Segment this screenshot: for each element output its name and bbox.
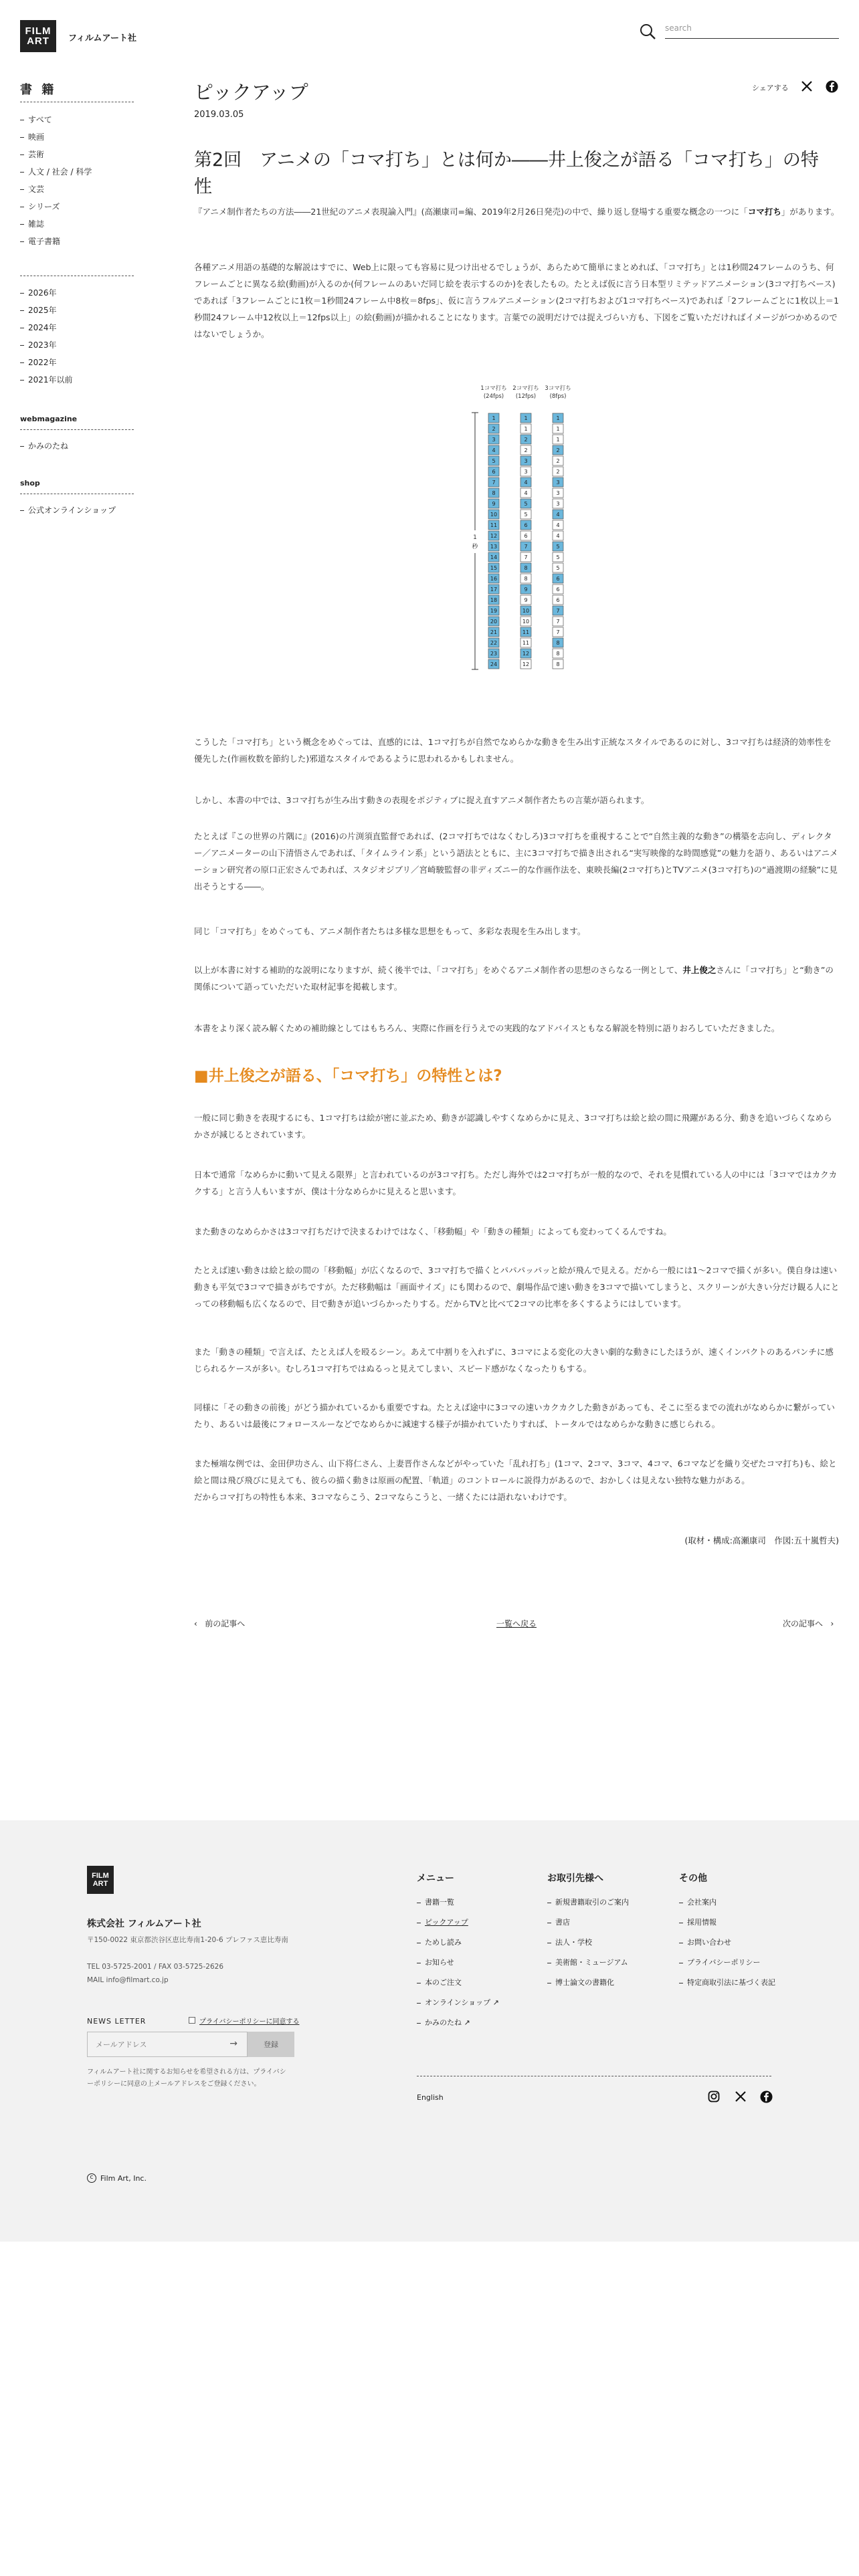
newsletter-label: NEWS LETTER [87,2017,147,2026]
copyright-text: Film Art, Inc. [100,2173,147,2183]
footer-logo[interactable] [87,1866,114,1894]
frame-number: 7 [524,544,528,550]
frame-number: 2 [556,447,560,453]
frame-number: 5 [524,512,528,518]
frame-number: 4 [524,479,528,486]
paragraph: 同様に「その動きの前後」がどう描かれているかも重要ですね。たとえば途中に3コマの速いカクカクした動きがあっても、そこに至るまでの流れがなめらかに繋がっていたり、あるいは最後にフォロースルーなどでなめらかに減速する様子が描かれていたりすれば、トータルではなめらかな動きに感じられる。 [194,1402,835,1429]
text: 」があります。 [781,207,840,217]
company-tel: TEL 03-5725-2001 / FAX 03-5725-2626 [87,1963,224,1971]
text: さんに「コマ打ち」と“動き”の関係について語っていただいた取材記事を掲載します。 [194,965,834,992]
frame-number: 12 [490,533,498,539]
site-name[interactable]: フィルムアート社 [68,33,137,43]
paragraph: こうした「コマ打ち」という概念をめぐっては、直感的には、1コマ打ちが自然でなめらかな動きを生み出す正統なスタイルであるのに対し、3コマ打ちは経済的効率性を優先した(作画枚数を節約した)邪道なスタイルであるように思われるかもしれません。 [194,737,832,764]
sidebar-item-literature[interactable]: 文芸 [20,181,92,198]
sidebar-webmagazine-heading: webmagazine [20,415,78,423]
frame-number: 2 [524,447,528,453]
frame-number: 7 [556,629,560,635]
footer-menu-heading: メニュー [417,1873,454,1884]
article-title: 第2回 アニメの「コマ打ち」とは何か――井上俊之が語る「コマ打ち」の特性 [194,150,819,197]
frame-number: 11 [490,522,498,528]
newsletter-email-box [87,2032,248,2057]
paragraph: また極端な例では、金田伊功さん、山下将仁さん、上妻晋作さんなどがやっていた「乱れ打ち」(1コマ、2コマ、3コマ、4コマ、6コマなどを織り交ぜたコマ打ち)も、絵と絵と間は飛び飛びに見えても、彼らの描く動きは原画の配置、「軌道」のコントロールに説得力があるので、おかしくは見えない独特な魅力がある。 [194,1459,837,1485]
frame-number: 12 [522,661,530,667]
logo-line-2: ART [92,1880,108,1888]
frame-number: 17 [490,586,498,593]
company-address: 〒150-0022 東京都渋谷区恵比寿南1-20-6 プレファス恵比寿南 [87,1936,288,1944]
frame-number: 20 [490,619,498,625]
prev-article-link[interactable] [194,1618,245,1629]
back-to-list-link[interactable]: 一覧へ戻る [496,1619,537,1628]
frame-number: 5 [556,554,560,560]
frame-number: 9 [524,586,528,593]
paragraph: 一般に同じ動きを表現するにも、1コマ打ちは絵が密に並ぶため、動きが認識しやすくなめらかに見え、3コマ打ちは絵と絵の間に飛躍がある分、動きを追いづらくなめらかさが減じるとされています。 [194,1113,832,1140]
frame-number: 9 [492,501,496,507]
prev-label: 前の記事へ [205,1619,246,1628]
sidebar-item-film[interactable]: 映画 [20,128,92,146]
search-input[interactable] [665,20,839,39]
frame-number: 8 [524,576,528,582]
paragraph: 各種アニメ用語の基礎的な解説はすでに、Web上に限っても容易に見つけ出せるでしょうが、あらためて簡単にまとめれば、「コマ打ち」とは1秒間24フレームのうち、何フレームごとに異なる絵(動画)が入るのか(何フレームのあいだ同じ絵を表示するのか)を表したもの。たとえば仮に言う日本型リミテッドアニメーション(3コマ打ちベース)であれば「3フレームごとに1枚＝1秒間24フレーム中8枚＝8fps」、仮に言うフルアニメーション(2コマ打ちおよび1コマ打ちベース)であれば「2フレームごとに1枚以上＝1秒間24フレーム中12枚以上＝12fps以上」の絵(動画)が描かれることになります。言葉での説明だけでは捉えづらい方も、下図をご覧いただければイメージがつかめるのではないでしょうか。 [194,262,840,339]
frame-number: 8 [524,565,528,571]
text: 『アニメ制作者たちの方法――21世紀のアニメ表現論入門』(高瀬康司=編、2019年2月26日発売)の中で、繰り返し登場する重要な概念の一つに「 [194,207,748,217]
sidebar-item-all[interactable]: すべて [20,111,92,128]
frame-number: 23 [490,651,498,657]
footer-partners-heading: お取引先様へ [547,1873,603,1884]
footer-link-recruit[interactable]: 採用情報 [679,1913,775,1933]
privacy-agree-label[interactable]: プライバシーポリシーに同意する [199,2018,300,2026]
article-credit: (取材・構成:高瀬康司 作図:五十嵐哲夫) [684,1535,839,1545]
company-name: 株式会社 フィルムアート社 [87,1919,201,1929]
copyright [87,2173,147,2183]
paragraph: また動きのなめらかさは3コマ打ちだけで決まるわけではなく、「移動幅」や「動きの種類」によっても変わってくるんですね。 [194,1226,672,1237]
frame-number: 2 [492,426,496,432]
share-label: シェアする [752,84,789,92]
sidebar-item-series[interactable]: シリーズ [20,198,92,215]
frame-number: 4 [524,490,528,496]
frame-number: 6 [556,597,560,603]
facebook-share-icon[interactable] [826,80,838,93]
sidebar-item-2021-earlier[interactable]: 2021年以前 [20,371,73,389]
company-mail: MAIL info@filmart.co.jp [87,1976,169,1984]
frame-number: 21 [490,629,498,635]
frame-timing-diagram [468,385,582,685]
sidebar-webmagazine-list [20,437,68,455]
paragraph [194,203,840,220]
arrow-right-icon: → [229,2038,237,2049]
next-article-link[interactable] [783,1618,834,1629]
paragraph: だからコマ打ちの特性も本来、3コマならこう、2コマならこうと、一緒くたには語れないわけです。 [194,1492,572,1502]
sidebar-item-2026[interactable]: 2026年 [20,284,73,302]
footer-menu-list [417,1893,499,2033]
paragraph [194,962,840,995]
frame-number: 6 [524,533,528,539]
frame-number: 11 [522,640,530,646]
frame-number: 22 [490,640,498,646]
sidebar-item-2025[interactable]: 2025年 [20,302,73,319]
footer-other-list [679,1893,775,1993]
divider [20,429,134,430]
sidebar-item-magazine[interactable]: 雑誌 [20,215,92,233]
sidebar-years-list [20,284,73,389]
frame-number: 7 [556,608,560,614]
frame-number: 6 [524,522,528,528]
frame-number: 4 [556,522,560,528]
footer-link-sample[interactable]: ためし読み [417,1933,499,1953]
side-label: 1 [473,534,477,541]
facebook-icon[interactable] [760,2090,773,2103]
frame-number: 10 [490,512,498,518]
sidebar-books-list [20,111,92,250]
frame-number: 9 [524,597,528,603]
frame-number: 12 [522,651,530,657]
frame-number: 3 [492,437,496,443]
frame-number: 16 [490,576,498,582]
column-label: 2コマ打ち [512,385,539,392]
sidebar-shop-list [20,502,116,519]
frame-number: 2 [556,469,560,475]
frame-number: 1 [556,415,560,421]
frame-number: 7 [524,554,528,560]
footer-link-corporate[interactable]: 法人・学校 [547,1933,629,1953]
footer-partners-list [547,1893,629,1993]
footer-link-online-shop[interactable]: オンラインショップ ↗ [417,1993,499,2013]
frame-number: 8 [556,661,560,667]
logo-line-2: ART [27,35,50,47]
copyright-icon: c [87,2173,96,2183]
frame-number: 1 [492,415,496,421]
footer-link-bookstore[interactable]: 書店 [547,1913,629,1933]
footer-link-contact[interactable]: お問い合わせ [679,1933,775,1953]
frame-number: 5 [492,458,496,464]
search-icon[interactable] [639,23,656,40]
paragraph: また「動きの種類」で言えば、たとえば人を殴るシーン。あえて中割りを入れずに、3コマによる変化の大きい劇的な動きにしたほうが、速くインパクトのあるパンチに感じられるケースが多い。むしろ1コマ打ちではぬるっと見えてしまい、スピード感がなくなったりもする。 [194,1347,834,1374]
frame-number: 5 [556,565,560,571]
footer-link-news[interactable]: お知らせ [417,1953,499,1973]
frame-number: 7 [556,619,560,625]
chevron-right-icon: › [830,1619,834,1628]
newsletter-submit-button[interactable]: 登録 [248,2032,294,2057]
x-share-icon[interactable] [801,80,813,92]
frame-number: 1 [524,415,528,421]
instagram-icon[interactable] [708,2090,720,2103]
column-label: (24fps) [483,393,504,400]
frame-number: 7 [492,479,496,486]
footer-other-heading: その他 [679,1873,707,1884]
frame-number: 6 [556,586,560,593]
sidebar-item-online-shop[interactable]: 公式オンラインショップ [20,502,116,519]
footer-link-kaminotane[interactable]: かみのたね ↗ [417,2013,499,2033]
frame-number: 2 [524,437,528,443]
next-label: 次の記事へ [783,1619,824,1628]
newsletter-note: フィルムアート社に関するお知らせを希望される方は、プライバシーポリシーに同意の上メールアドレスをご登録ください。 [87,2068,286,2088]
footer-link-company[interactable]: 会社案内 [679,1893,775,1913]
text: 以上が本書に対する補助的な説明になりますが、続く後半では、「コマ打ち」をめぐるアニメ制作者の思想のさらなる一例として、 [194,965,683,975]
frame-number: 4 [492,447,496,453]
sidebar-item-2022[interactable]: 2022年 [20,354,73,371]
frame-number: 2 [556,458,560,464]
footer-link-thesis[interactable]: 博士論文の書籍化 [547,1973,629,1993]
privacy-checkbox[interactable] [189,2017,195,2024]
column-label: (12fps) [515,393,537,400]
frame-number: 8 [492,490,496,496]
footer-link-privacy[interactable]: プライバシーポリシー [679,1953,775,1973]
frame-number: 10 [522,608,530,614]
emphasis: 井上俊之 [682,965,717,975]
paragraph: しかし、本書の中では、3コマ打ちが生み出す動きの表現をポジティブに捉え直すアニメ制作者たちの言葉が語られます。 [194,795,650,805]
footer-link-pickup[interactable]: ピックアップ [417,1913,499,1933]
frame-number: 5 [524,501,528,507]
frame-number: 18 [490,597,498,603]
column-label: (8fps) [549,393,567,400]
sidebar-item-ebook[interactable]: 電子書籍 [20,233,92,250]
sidebar-item-2024[interactable]: 2024年 [20,319,73,336]
chevron-left-icon: ‹ [194,1619,197,1628]
sidebar-item-humanities[interactable]: 人文 / 社会 / 科学 [20,163,92,181]
frame-number: 3 [556,479,560,486]
frame-number: 14 [490,554,498,560]
frame-number: 6 [556,576,560,582]
frame-number: 8 [556,640,560,646]
frame-number: 24 [490,661,498,667]
frame-number: 8 [556,651,560,657]
footer-link-museum[interactable]: 美術館・ミュージアム [547,1953,629,1973]
paragraph: 日本で通常「なめらかに動いて見える限界」と言われているのが3コマ打ち。ただし海外では2コマ打ちが一般的なので、それを見慣れている人の中には「3コマではカクカクする」と言う人もいますが、僕は十分なめらかに見えると思います。 [194,1170,838,1196]
frame-number: 1 [524,426,528,432]
frame-number: 5 [556,544,560,550]
footer-link-new-trade[interactable]: 新規書籍取引のご案内 [547,1893,629,1913]
frame-number: 4 [556,533,560,539]
footer-link-order[interactable]: 本のご注文 [417,1973,499,1993]
paragraph: たとえば『この世界の片隅に』(2016)の片渕須直監督であれば、(2コマ打ちではなくむしろ)3コマ打ちを重視することで“自然主義的な動き”の構築を志向し、ディレクター／アニメーターの山下清悟さんであれば、「タイムライン系」という語法とともに、主に3コマ打ちで描き出される“実写映像的な時間感覚”の魅力を語り、あるいはアニメーション研究者の原口正宏さんであれば、スタジオジブリ／宮崎駿監督の非ディズニー的な作画作法を、東映長編(2コマ打ち)とTVアニメ(3コマ打ち)の“過渡期の経験”に見出そうとする――。 [194,831,838,891]
frame-number: 6 [492,469,496,475]
logo-line-1: FILM [25,25,52,37]
footer-link-books[interactable]: 書籍一覧 [417,1893,499,1913]
sidebar-item-kaminotane[interactable]: かみのたね [20,437,68,455]
sidebar-item-2023[interactable]: 2023年 [20,336,73,354]
side-label: 秒 [472,544,478,550]
page-title: ピックアップ [194,81,308,104]
frame-number: 4 [556,512,560,518]
frame-number: 1 [556,426,560,432]
sidebar-item-art[interactable]: 芸術 [20,146,92,163]
logo-line-1: FILM [92,1872,109,1880]
x-icon[interactable] [735,2090,747,2103]
section-heading: ■井上俊之が語る、「コマ打ち」の特性とは? [194,1067,502,1085]
frame-number: 15 [490,565,498,571]
frame-number: 13 [490,544,498,550]
newsletter-email-input[interactable] [88,2032,215,2056]
frame-number: 19 [490,608,498,614]
sidebar-shop-heading: shop [20,479,40,488]
frame-number: 3 [556,490,560,496]
sidebar-books-heading: 書 籍 [20,83,57,97]
frame-number: 3 [524,458,528,464]
column-label: 3コマ打ち [545,385,571,392]
frame-number: 3 [556,501,560,507]
site-logo[interactable] [20,20,56,52]
paragraph: 同じ「コマ打ち」をめぐっても、アニメ制作者たちは多様な思想をもって、多彩な表現を生み出します。 [194,926,586,936]
paragraph: たとえば速い動きは絵と絵の間の「移動幅」が広くなるので、3コマ打ちで描くとパパパッパッと絵が飛んで見える。だから一般には1〜2コマで描くが多い。僕自身は速い動きも平気で3コマで描きがちですが。ただ移動幅は「画面サイズ」にも関わるので、劇場作品で速い動きを3コマで描いてしまうと、スクリーンが大きい分だけ観る人にとっての移動幅も広くなるので、目で動きが追いづらかったりする。だからTVと比べて2コマの比率を多くするようにはしています。 [194,1265,840,1309]
paragraph: 本書をより深く読み解くための補助線としてはもちろん、実際に作画を行うえでの実践的なアドバイスともなる解説を特別に語りおろしていただきました。 [194,1023,780,1033]
frame-number: 11 [522,629,530,635]
footer-link-commerce-law[interactable]: 特定商取引法に基づく表記 [679,1973,775,1993]
column-label: 1コマ打ち [480,385,507,392]
frame-number: 10 [522,619,530,625]
frame-number: 3 [524,469,528,475]
language-link[interactable]: English [417,2093,444,2102]
emphasis: コマ打ち [747,207,781,217]
frame-number: 1 [556,437,560,443]
article-date: 2019.03.05 [194,110,244,120]
